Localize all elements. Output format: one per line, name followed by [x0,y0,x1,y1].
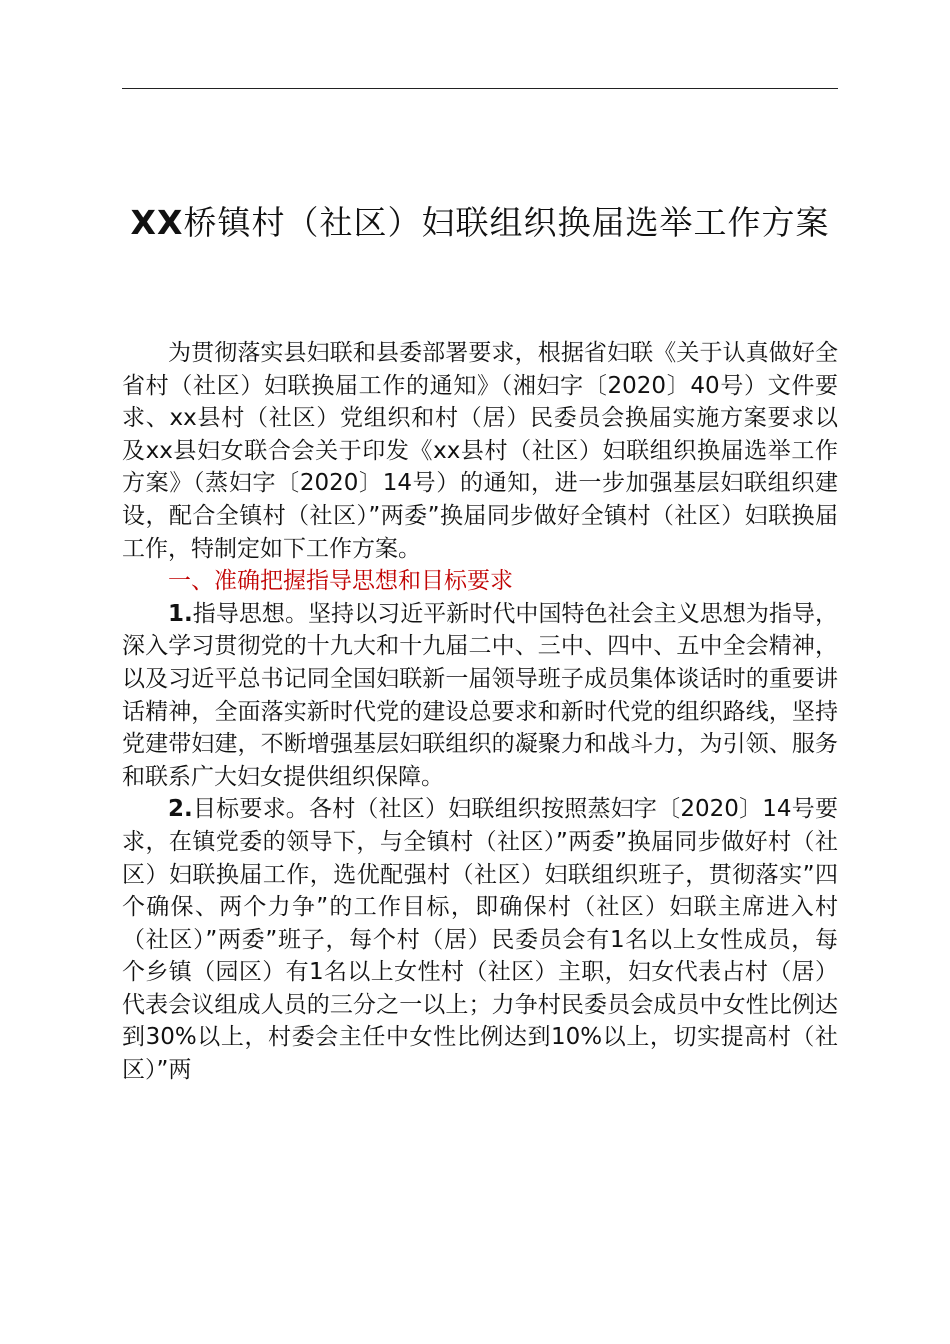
item-1-paragraph [122,598,838,794]
item-2-number: 2. [168,796,193,823]
header-rule [122,88,838,89]
intro-paragraph: 为贯彻落实县妇联和县委部署要求，根据省妇联《关于认真做好全省村（社区）妇联换届工作的通知》（湘妇字〔2020〕40号）文件要求、xx县村（社区）党组织和村（居）民委员会换届实施方案要求以及xx县妇女联合会关于印发《xx县村（社区）妇联组织换届选举工作方案》（蒸妇字〔2020〕14号）的通知，进一步加强基层妇联组织建设，配合全镇村（社区）”两委”换届同步做好全镇村（社区）妇联换届工作，特制定如下工作方案。 [122,340,838,562]
item-1-number: 1. [168,600,193,627]
item-1-text: 指导思想。坚持以习近平新时代中国特色社会主义思想为指导，深入学习贯彻党的十九大和十九届二中、三中、四中、五中全会精神，以及习近平总书记同全国妇联新一届领导班子成员集体谈话时的重要讲话精神，全面落实新时代党的建设总要求和新时代党的组织路线，坚持党建带妇建，不断增强基层妇联组织的凝聚力和战斗力，为引领、服务和联系广大妇女提供组织保障。 [122,600,838,790]
title-main: 桥镇村（社区）妇联组织换届选举工作方案 [183,203,830,243]
document-body [122,337,838,1087]
page-title [122,190,838,256]
item-2-text: 目标要求。各村（社区）妇联组织按照蒸妇字〔2020〕14号要求，在镇党委的领导下，与全镇村（社区）”两委”换届同步做好村（社区）妇联换届工作，选优配强村（社区）妇联组织班子，贯彻落实”四个确保、两个力争”的工作目标，即确保村（社区）妇联主席进入村（社区）”两委”班子，每个村（居）民委员会有1名以上女性成员，每个乡镇（园区）有1名以上女性村（社区）主职，妇女代表占村（居）代表会议组成人员的三分之一以上；力争村民委员会成员中女性比例达到30%以上，村委会主任中女性比例达到10%以上，切实提高村（社区）”两 [122,796,838,1084]
section-1-heading: 一、准确把握指导思想和目标要求 [168,568,513,595]
title-prefix: XX [130,203,184,243]
item-2-paragraph [122,793,838,1086]
